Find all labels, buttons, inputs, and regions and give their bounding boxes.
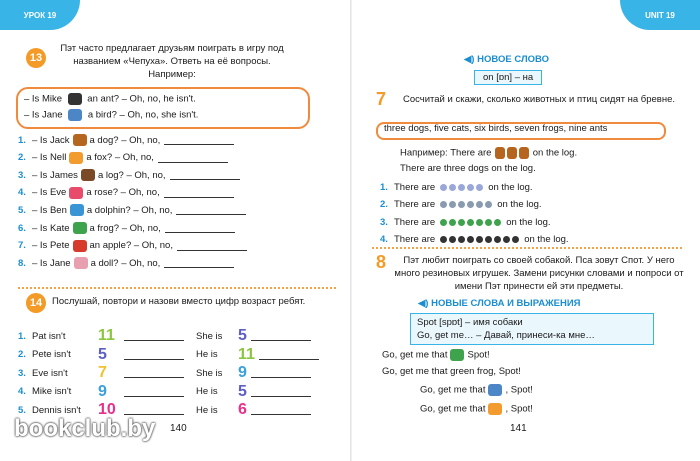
bird-picture-icon bbox=[68, 109, 82, 121]
item-number: 4. bbox=[18, 187, 26, 199]
item-answer: a log? – Oh, no, bbox=[97, 169, 166, 181]
age-pronoun: She is bbox=[196, 330, 223, 342]
toy-picture-icon bbox=[488, 384, 502, 396]
animal-picture-icon bbox=[449, 236, 456, 243]
item-question: – Is Kate bbox=[32, 222, 70, 234]
item-answer: a doll? – Oh, no, bbox=[90, 257, 161, 269]
vocab-item: Spot [spɒt] – имя собаки bbox=[417, 317, 523, 328]
age-pronoun: She is bbox=[196, 367, 223, 379]
toy-picture-icon bbox=[450, 349, 464, 361]
age-pronoun: He is bbox=[196, 404, 218, 416]
age-digit: 5 bbox=[98, 345, 107, 363]
task-14-instruction: Послушай, повтори и назови вместо цифр возраст ребят. bbox=[52, 296, 306, 307]
item-answer: a dog? – Oh, no, bbox=[89, 134, 161, 146]
new-word-title-text: НОВОЕ СЛОВО bbox=[477, 54, 550, 65]
item-question: – Is Eve bbox=[32, 187, 67, 199]
new-word-title bbox=[464, 54, 549, 65]
example-1 bbox=[24, 93, 196, 105]
animal-picture-icon bbox=[449, 201, 456, 208]
example-1-answer: an ant? – Oh, no, he isn't. bbox=[87, 93, 196, 105]
request-line bbox=[382, 366, 521, 377]
animal-picture-icon bbox=[467, 184, 474, 191]
exercise-row bbox=[18, 203, 246, 217]
item-answer: a fox? – Oh, no, bbox=[86, 152, 154, 164]
item-picture-icon bbox=[70, 204, 84, 216]
item-number: 4. bbox=[380, 234, 388, 245]
request-line bbox=[420, 384, 533, 396]
animal-picture-icon bbox=[449, 184, 456, 191]
age-digit: 11 bbox=[98, 327, 115, 344]
vocab-box bbox=[410, 313, 654, 345]
item-number: 8. bbox=[18, 257, 26, 269]
animal-picture-icon bbox=[494, 219, 501, 226]
new-words-title-text: НОВЫЕ СЛОВА И ВЫРАЖЕНИЯ bbox=[431, 298, 581, 309]
request-text: Go, get me that green frog, Spot! bbox=[382, 366, 521, 377]
dog-picture-icon bbox=[507, 147, 517, 159]
animal-picture-icon bbox=[485, 236, 492, 243]
task-7-example-tail: on the log. bbox=[532, 147, 578, 159]
age-name: Dennis isn't bbox=[32, 404, 81, 416]
dog-picture-icon bbox=[519, 147, 529, 159]
answer-line bbox=[124, 331, 184, 341]
example-2-answer: a bird? – Oh, no, she isn't. bbox=[87, 109, 199, 121]
age-digit: 11 bbox=[238, 345, 255, 363]
animal-picture-icon bbox=[467, 219, 474, 226]
dog-picture-icon bbox=[495, 147, 505, 159]
request-text: Go, get me that bbox=[382, 349, 448, 361]
item-number: 4. bbox=[18, 386, 26, 397]
page-number-left: 140 bbox=[170, 423, 187, 434]
speaker-icon: ◀) bbox=[464, 54, 475, 65]
item-number: 5. bbox=[18, 404, 26, 416]
request-tail: , Spot! bbox=[505, 384, 533, 396]
vocab-item: Go, get me… – Давай, принеси-ка мне… bbox=[417, 330, 595, 341]
request-line bbox=[382, 349, 490, 361]
age-digit: 5 bbox=[238, 382, 247, 400]
age-digit: 5 bbox=[238, 327, 247, 344]
task-14-number: 14 bbox=[26, 293, 46, 313]
request-tail: Spot! bbox=[467, 349, 490, 361]
item-picture-icon bbox=[81, 169, 95, 181]
task-8-instruction: Пэт любит поиграть со своей собакой. Пса зовут Спот. У него много резиновых игрушек. Замени рисунки словами и попроси от имени Пэт принести ей эти предметы. bbox=[394, 255, 684, 292]
animal-picture-icon bbox=[512, 236, 519, 243]
item-question: – Is Jane bbox=[32, 257, 71, 269]
age-digit: 6 bbox=[238, 401, 247, 418]
age-row bbox=[18, 327, 311, 345]
animal-picture-icon bbox=[503, 236, 510, 243]
item-question: – Is Jack bbox=[32, 134, 70, 146]
exercise-row bbox=[18, 151, 228, 165]
count-post: on the log. bbox=[488, 181, 533, 193]
item-answer: a rose? – Oh, no, bbox=[86, 187, 160, 199]
animal-picture-icon bbox=[440, 236, 447, 243]
animal-picture-icon bbox=[476, 219, 483, 226]
age-row bbox=[18, 346, 319, 364]
example-2-question: – Is Jane bbox=[24, 109, 63, 121]
count-pre: There are bbox=[394, 199, 436, 210]
watermark: bookclub.by bbox=[14, 415, 156, 442]
animal-picture-icon bbox=[476, 184, 483, 191]
count-row bbox=[380, 233, 569, 247]
request-text: Go, get me that bbox=[420, 384, 486, 396]
ant-picture-icon bbox=[68, 93, 82, 105]
answer-line bbox=[177, 241, 247, 251]
animal-picture-icon bbox=[458, 184, 465, 191]
animal-picture-icon bbox=[449, 219, 456, 226]
item-number: 1. bbox=[18, 330, 26, 342]
answer-line bbox=[170, 170, 240, 180]
item-question: – Is Nell bbox=[32, 152, 67, 164]
page-number-right: 141 bbox=[510, 423, 527, 434]
answer-line bbox=[164, 135, 234, 145]
exercise-row bbox=[18, 256, 234, 270]
item-question: – Is Ben bbox=[32, 204, 67, 216]
answer-line bbox=[165, 223, 235, 233]
right-page bbox=[352, 0, 700, 461]
age-row bbox=[18, 383, 311, 401]
age-digit: 9 bbox=[98, 382, 107, 400]
item-number: 2. bbox=[380, 199, 388, 210]
animal-picture-icon bbox=[476, 236, 483, 243]
example-1-question: – Is Mike bbox=[24, 93, 63, 105]
unit-corner-tab: UNIT 19 bbox=[620, 0, 700, 30]
item-picture-icon bbox=[69, 152, 83, 164]
answer-box-text: three dogs, five cats, six birds, seven frogs, nine ants bbox=[384, 123, 608, 134]
answer-line bbox=[124, 387, 184, 397]
count-row bbox=[380, 215, 551, 229]
count-pre: There are bbox=[394, 181, 436, 193]
item-number: 3. bbox=[18, 169, 26, 181]
answer-line bbox=[124, 405, 184, 415]
item-answer: an apple? – Oh, no, bbox=[89, 240, 173, 252]
exercise-row bbox=[18, 168, 240, 182]
task-13-number: 13 bbox=[26, 48, 46, 68]
count-row bbox=[380, 180, 533, 194]
item-number: 2. bbox=[18, 349, 26, 360]
answer-line bbox=[164, 258, 234, 268]
answer-line bbox=[158, 153, 228, 163]
answer-line bbox=[251, 387, 311, 397]
age-name: Pete isn't bbox=[32, 349, 71, 360]
age-digit: 7 bbox=[98, 364, 107, 381]
request-line bbox=[420, 403, 533, 415]
toy-picture-icon bbox=[488, 403, 502, 415]
answer-line bbox=[124, 350, 184, 360]
age-digit: 9 bbox=[238, 364, 247, 381]
item-number: 3. bbox=[380, 216, 388, 228]
animal-picture-icon bbox=[467, 236, 474, 243]
count-pre: There are bbox=[394, 216, 436, 228]
item-picture-icon bbox=[73, 240, 87, 252]
answer-line bbox=[251, 368, 311, 378]
lesson-corner-tab: УРОК 19 bbox=[0, 0, 80, 30]
task-7-instruction: Сосчитай и скажи, сколько животных и птиц сидят на бревне. bbox=[402, 94, 676, 105]
answer-line bbox=[251, 405, 311, 415]
item-number: 7. bbox=[18, 240, 26, 252]
count-row bbox=[380, 198, 542, 212]
count-post: on the log. bbox=[506, 216, 551, 228]
item-number: 1. bbox=[18, 134, 26, 146]
age-name: Mike isn't bbox=[32, 386, 72, 397]
animal-picture-icon bbox=[476, 201, 483, 208]
animal-picture-icon bbox=[458, 201, 465, 208]
count-post: on the log. bbox=[497, 199, 542, 210]
item-picture-icon bbox=[69, 187, 83, 199]
animal-picture-icon bbox=[494, 236, 501, 243]
item-question: – Is Pete bbox=[32, 240, 70, 252]
item-number: 5. bbox=[18, 204, 26, 216]
item-picture-icon bbox=[74, 257, 88, 269]
age-pronoun: He is bbox=[196, 386, 218, 397]
exercise-row bbox=[18, 221, 235, 235]
age-row bbox=[18, 364, 311, 382]
section-divider bbox=[18, 287, 336, 289]
answer-line bbox=[124, 368, 184, 378]
exercise-row bbox=[18, 186, 234, 200]
item-number: 2. bbox=[18, 152, 26, 164]
answer-line bbox=[176, 205, 246, 215]
item-number: 3. bbox=[18, 367, 26, 379]
task-8-number: 8 bbox=[376, 252, 387, 272]
speaker-icon: ◀) bbox=[418, 298, 429, 309]
item-question: – Is James bbox=[32, 169, 78, 181]
age-digit: 10 bbox=[98, 401, 116, 418]
animal-picture-icon bbox=[440, 219, 447, 226]
example-2 bbox=[24, 109, 198, 121]
animal-picture-icon bbox=[440, 201, 447, 208]
animal-picture-icon bbox=[458, 236, 465, 243]
item-answer: a frog? – Oh, no, bbox=[89, 222, 161, 234]
answer-line bbox=[164, 188, 234, 198]
animal-picture-icon bbox=[458, 219, 465, 226]
animal-picture-icon bbox=[467, 201, 474, 208]
task-7-example-answer: There are three dogs on the log. bbox=[400, 163, 536, 174]
task-7-example bbox=[400, 147, 577, 159]
exercise-row bbox=[18, 239, 247, 253]
task-13-instruction: Пэт часто предлагает друзьям поиграть в игру под названием «Чепуха». Ответь на её вопросы. Например: bbox=[60, 43, 284, 80]
item-picture-icon bbox=[73, 134, 87, 146]
item-answer: a dolphin? – Oh, no, bbox=[86, 204, 173, 216]
item-number: 1. bbox=[380, 181, 388, 193]
age-name: Eve isn't bbox=[32, 367, 68, 379]
answer-line bbox=[259, 350, 319, 360]
animal-picture-icon bbox=[440, 184, 447, 191]
animal-picture-icon bbox=[485, 201, 492, 208]
request-text: Go, get me that bbox=[420, 403, 486, 415]
task-7-example-label: Например: There are bbox=[400, 147, 492, 159]
section-divider bbox=[372, 247, 682, 249]
exercise-row bbox=[18, 133, 234, 147]
count-post: on the log. bbox=[524, 234, 569, 245]
new-words-title bbox=[418, 298, 581, 309]
item-picture-icon bbox=[73, 222, 87, 234]
item-number: 6. bbox=[18, 222, 26, 234]
age-pronoun: He is bbox=[196, 349, 218, 360]
task-7-number: 7 bbox=[376, 89, 387, 109]
count-pre: There are bbox=[394, 234, 436, 245]
animal-picture-icon bbox=[485, 219, 492, 226]
age-name: Pat isn't bbox=[32, 330, 66, 342]
new-word-box: on [ɒn] – на bbox=[474, 70, 542, 85]
request-tail: , Spot! bbox=[505, 403, 533, 415]
answer-line bbox=[251, 331, 311, 341]
